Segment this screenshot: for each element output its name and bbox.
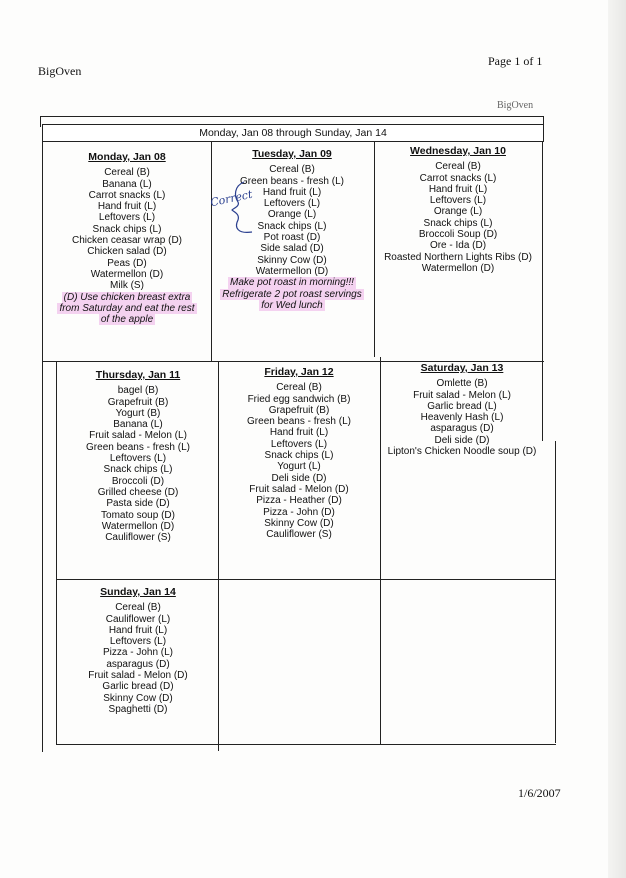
meal-item: Fruit salad - Melon (D) bbox=[88, 670, 188, 682]
day-heading: Wednesday, Jan 10 bbox=[410, 145, 506, 157]
page-label: Page 1 of 1 bbox=[488, 54, 543, 68]
day-heading: Tuesday, Jan 09 bbox=[252, 148, 332, 160]
meal-item: Omlette (B) bbox=[436, 378, 488, 390]
meal-item: Cauliflower (S) bbox=[266, 529, 332, 541]
meal-item: Cereal (B) bbox=[435, 161, 481, 173]
day-note: Refrigerate 2 pot roast servings bbox=[222, 288, 362, 300]
meal-item: Roasted Northern Lights Ribs (D) bbox=[384, 251, 532, 263]
meal-item: Pasta side (D) bbox=[106, 498, 170, 510]
day-note: from Saturday and eat the rest bbox=[59, 302, 195, 314]
meal-item: Leftovers (L) bbox=[429, 195, 487, 207]
meal-item: Grapefruit (B) bbox=[107, 396, 169, 408]
day-heading: Friday, Jan 12 bbox=[264, 366, 334, 378]
meal-item: Milk (S) bbox=[110, 280, 144, 292]
meal-item: Cauliflower (S) bbox=[105, 532, 171, 544]
meal-item: Cereal (B) bbox=[115, 602, 161, 614]
meal-item: Carrot snacks (L) bbox=[419, 172, 497, 184]
meal-item: Heavenly Hash (L) bbox=[420, 412, 504, 424]
day-note: Make pot roast in morning!!! bbox=[230, 277, 354, 289]
meal-item: Banana (L) bbox=[102, 178, 152, 190]
meal-item: Watermellon (D) bbox=[255, 265, 329, 277]
meal-item: Leftovers (L) bbox=[263, 198, 321, 210]
grid-line bbox=[56, 744, 556, 745]
handwritten-brace bbox=[230, 180, 256, 236]
meal-item: Watermellon (D) bbox=[90, 268, 164, 280]
app-name: BigOven bbox=[38, 64, 82, 78]
meal-item: Snack chips (L) bbox=[103, 464, 173, 476]
scan-edge bbox=[608, 0, 626, 878]
grid-line bbox=[56, 361, 57, 745]
meal-item: Snack chips (L) bbox=[264, 450, 334, 462]
meal-item: Deli side (D) bbox=[434, 434, 490, 446]
meal-item: Banana (L) bbox=[113, 419, 163, 431]
grid-line bbox=[218, 361, 219, 751]
meal-item: Skinny Cow (D) bbox=[264, 517, 334, 529]
meal-item: Watermellon (D) bbox=[101, 520, 175, 532]
meal-item: Hand fruit (L) bbox=[262, 186, 322, 198]
meal-item: Fruit salad - Melon (L) bbox=[89, 430, 187, 442]
meal-item: Pot roast (D) bbox=[263, 232, 321, 244]
meal-item: Hand fruit (L) bbox=[428, 183, 488, 195]
day-heading: Thursday, Jan 11 bbox=[95, 369, 181, 381]
meal-item: Grilled cheese (D) bbox=[97, 486, 179, 498]
day-note: (D) Use chicken breast extra bbox=[63, 291, 191, 303]
meal-item: Watermellon (D) bbox=[421, 262, 495, 274]
meal-item: Side salad (D) bbox=[260, 243, 324, 255]
day-cell-monday bbox=[44, 152, 210, 325]
meal-item: Pizza - John (L) bbox=[102, 647, 174, 659]
day-note: for Wed lunch bbox=[261, 299, 323, 311]
day-heading: Monday, Jan 08 bbox=[88, 151, 166, 163]
meal-item: Leftovers (L) bbox=[109, 453, 167, 465]
meal-item: Fried egg sandwich (B) bbox=[247, 393, 351, 405]
meal-item: Garlic bread (D) bbox=[102, 681, 174, 693]
day-cell-wednesday bbox=[375, 146, 541, 274]
meal-item: Cereal (B) bbox=[276, 382, 322, 394]
meal-item: Snack chips (L) bbox=[92, 223, 162, 235]
meal-item: Hand fruit (L) bbox=[97, 201, 157, 213]
meal-item: Spaghetti (D) bbox=[108, 703, 168, 715]
grid-line bbox=[42, 141, 43, 752]
meal-item: asparagus (D) bbox=[106, 658, 170, 670]
meal-item: Broccoli Soup (D) bbox=[418, 229, 498, 241]
grid-line bbox=[56, 579, 556, 580]
meal-item: Skinny Cow (D) bbox=[257, 254, 327, 266]
meal-item: Ore - Ida (D) bbox=[429, 240, 487, 252]
grid-line bbox=[555, 441, 556, 743]
meal-item: Cereal (B) bbox=[269, 164, 315, 176]
meal-item: Snack chips (L) bbox=[423, 217, 493, 229]
meal-item: Leftovers (L) bbox=[109, 636, 167, 648]
meal-item: Fruit salad - Melon (L) bbox=[413, 389, 511, 401]
brand-logo: BigOven bbox=[497, 100, 534, 111]
handwritten-note: Correct bbox=[209, 187, 254, 210]
meal-item: bagel (B) bbox=[117, 385, 159, 397]
meal-item: Grapefruit (B) bbox=[268, 404, 330, 416]
meal-item: Cauliflower (L) bbox=[105, 613, 171, 625]
meal-item: Chicken ceasar wrap (D) bbox=[71, 235, 183, 247]
meal-item: Fruit salad - Melon (D) bbox=[249, 483, 349, 495]
meal-item: Orange (L) bbox=[433, 206, 483, 218]
week-title: Monday, Jan 08 through Sunday, Jan 14 bbox=[42, 124, 544, 142]
grid-line bbox=[542, 141, 543, 441]
meal-item: Peas (D) bbox=[107, 257, 147, 269]
day-heading: Sunday, Jan 14 bbox=[100, 586, 176, 598]
meal-item: Hand fruit (L) bbox=[108, 624, 168, 636]
meal-item: Yogurt (L) bbox=[277, 461, 321, 473]
meal-item: Yogurt (B) bbox=[115, 407, 161, 419]
day-heading: Saturday, Jan 13 bbox=[420, 362, 504, 374]
meal-item: Broccoli (D) bbox=[111, 475, 165, 487]
meal-item: Snack chips (L) bbox=[257, 220, 327, 232]
meal-item: Lipton's Chicken Noodle soup (D) bbox=[387, 446, 537, 458]
meal-item: Green beans - fresh (L) bbox=[247, 416, 351, 428]
day-note: of the apple bbox=[100, 314, 154, 326]
meal-item: Pizza - John (D) bbox=[263, 506, 335, 518]
day-cell-saturday bbox=[382, 363, 542, 457]
meal-item: Tomato soup (D) bbox=[101, 509, 175, 521]
meal-item: Deli side (D) bbox=[271, 472, 327, 484]
footer-date: 1/6/2007 bbox=[518, 786, 561, 800]
meal-item: asparagus (D) bbox=[430, 423, 494, 435]
grid-line bbox=[380, 357, 381, 745]
meal-item: Green beans - fresh (L) bbox=[240, 175, 344, 187]
meal-item: Leftovers (L) bbox=[98, 212, 156, 224]
day-cell-thursday bbox=[58, 370, 218, 543]
meal-item: Orange (L) bbox=[267, 209, 317, 221]
meal-item: Leftovers (L) bbox=[270, 438, 328, 450]
meal-item: Pizza - Heather (D) bbox=[256, 495, 342, 507]
meal-item: Garlic bread (L) bbox=[427, 400, 497, 412]
meal-item: Carrot snacks (L) bbox=[88, 189, 166, 201]
meal-item: Skinny Cow (D) bbox=[103, 692, 173, 704]
meal-item: Hand fruit (L) bbox=[269, 427, 329, 439]
day-cell-friday bbox=[220, 367, 378, 540]
meal-item: Cereal (B) bbox=[104, 167, 150, 179]
meal-item: Chicken salad (D) bbox=[87, 246, 167, 258]
meal-item: Green beans - fresh (L) bbox=[86, 441, 190, 453]
day-cell-sunday bbox=[58, 587, 218, 715]
